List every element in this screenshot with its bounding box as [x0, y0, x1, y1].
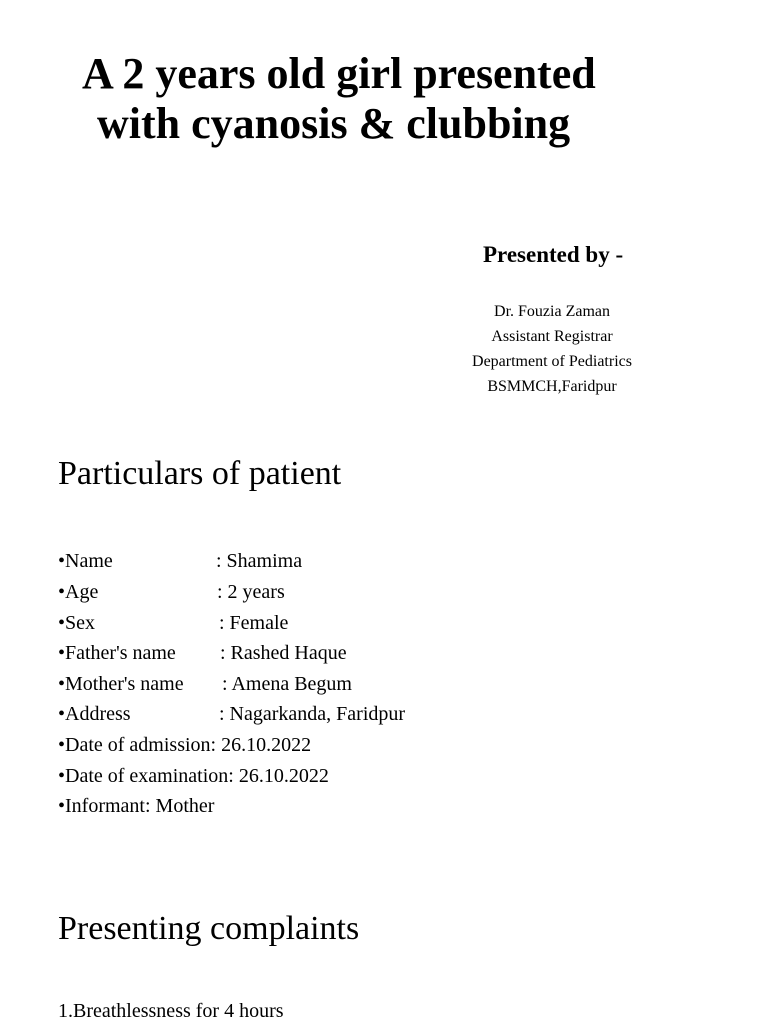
particular-mother-label: •Mother's name — [58, 673, 184, 695]
presenter-name: Dr. Fouzia Zaman — [494, 303, 610, 320]
particular-address-label: •Address — [58, 703, 131, 725]
particular-father-label: •Father's name — [58, 642, 176, 664]
particular-father-value: : Rashed Haque — [220, 642, 347, 664]
particular-name-label: •Name — [58, 550, 113, 572]
particular-sex-label: •Sex — [58, 612, 96, 634]
complaint-item: 1.Breathlessness for 4 hours — [58, 1000, 284, 1022]
particular-name-value: : Shamima — [216, 550, 303, 572]
particular-age-label: •Age — [58, 581, 99, 603]
particular-mother-value: : Amena Begum — [222, 673, 352, 695]
particulars-heading: Particulars of patient — [58, 455, 342, 492]
presented-by-heading: Presented by - — [483, 242, 624, 267]
particular-address-value: : Nagarkanda, Faridpur — [219, 703, 406, 725]
particular-sex-value: : Female — [219, 612, 289, 634]
presenter-position: Assistant Registrar — [491, 328, 613, 345]
particular-age-value: : 2 years — [217, 581, 285, 603]
particular-examination-date: •Date of examination: 26.10.2022 — [58, 765, 329, 787]
slide-title-line-1: A 2 years old girl presented — [82, 49, 596, 98]
particular-informant: •Informant: Mother — [58, 795, 215, 817]
slide-title-line-2: with cyanosis & clubbing — [97, 99, 571, 148]
complaints-heading: Presenting complaints — [58, 910, 360, 947]
presenter-institution: BSMMCH,Faridpur — [487, 378, 617, 395]
particular-admission-date: •Date of admission: 26.10.2022 — [58, 734, 312, 756]
presenter-department: Department of Pediatrics — [472, 353, 632, 370]
